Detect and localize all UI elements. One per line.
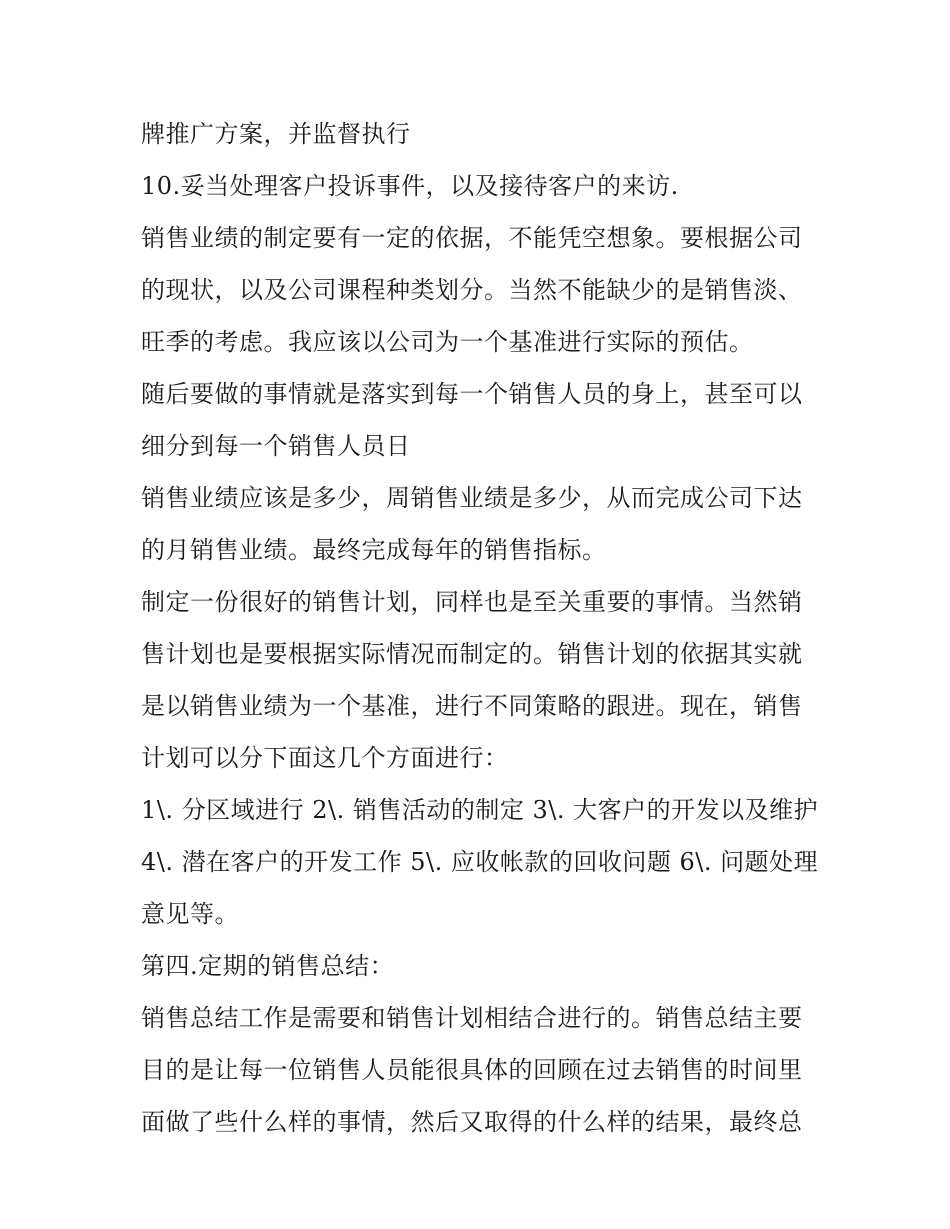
section-heading: 第四.定期的销售总结： xyxy=(141,952,395,980)
text-line: 目的是让每一位销售人员能很具体的回顾在过去销售的时间里 xyxy=(141,1056,803,1084)
text-line: 10.妥当处理客户投诉事件，以及接待客户的来访. xyxy=(141,172,679,200)
document-body xyxy=(141,108,821,1148)
text-line: 旺季的考虑。我应该以公司为一个基准进行实际的预估。 xyxy=(141,328,754,356)
text-line: 的月销售业绩。最终完成每年的销售指标。 xyxy=(141,536,607,564)
text-line: 面做了些什么样的事情，然后又取得的什么样的结果，最终总 xyxy=(141,1108,803,1136)
text-line: 销售总结工作是需要和销售计划相结合进行的。销售总结主要 xyxy=(141,1004,803,1032)
text-line: 牌推广方案，并监督执行 xyxy=(141,120,411,148)
text-line: 销售业绩应该是多少，周销售业绩是多少，从而完成公司下达 xyxy=(141,484,803,512)
text-line: 4\. 潜在客户的开发工作 5\. 应收帐款的回收问题 6\. 问题处理 xyxy=(141,848,819,876)
text-line: 是以销售业绩为一个基准，进行不同策略的跟进。现在，销售 xyxy=(141,692,803,720)
text-line: 售计划也是要根据实际情况而制定的。销售计划的依据其实就 xyxy=(141,640,803,668)
text-line: 随后要做的事情就是落实到每一个销售人员的身上，甚至可以 xyxy=(141,380,803,408)
text-line: 的现状，以及公司课程种类划分。当然不能缺少的是销售淡、 xyxy=(141,276,803,304)
text-line: 计划可以分下面这几个方面进行： xyxy=(141,744,509,772)
text-line: 销售业绩的制定要有一定的依据，不能凭空想象。要根据公司 xyxy=(141,224,803,252)
text-line: 细分到每一个销售人员日 xyxy=(141,432,411,460)
text-line: 1\. 分区域进行 2\. 销售活动的制定 3\. 大客户的开发以及维护 xyxy=(141,796,819,824)
text-line: 制定一份很好的销售计划，同样也是至关重要的事情。当然销 xyxy=(141,588,803,616)
text-line: 意见等。 xyxy=(141,900,239,928)
